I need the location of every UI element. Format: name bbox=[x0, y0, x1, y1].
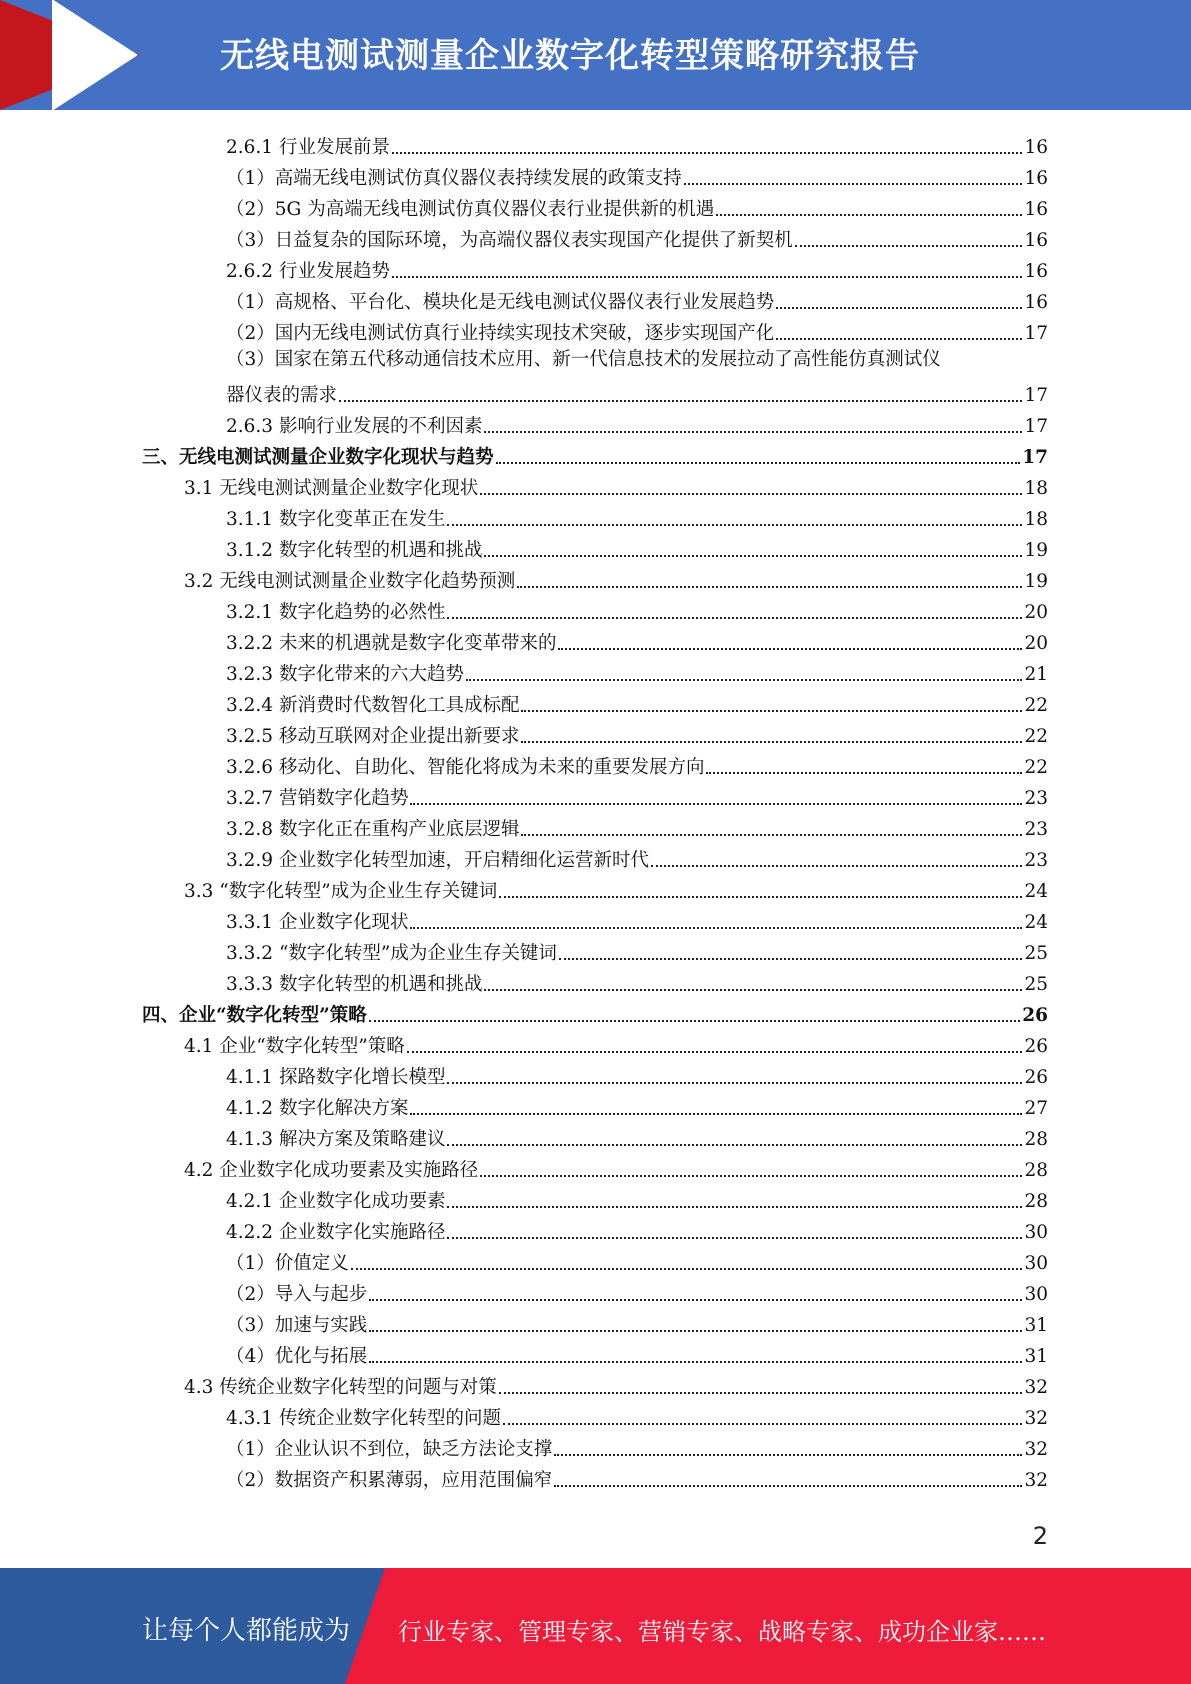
toc-entry-text: （2）导入与起步 bbox=[226, 1284, 368, 1305]
toc-entry-text: 2.6.1 行业发展前景 bbox=[226, 137, 390, 158]
toc-entry-text: （1）企业认识不到位，缺乏方法论支撑 bbox=[226, 1439, 553, 1460]
toc-entry-text: 2.6.2 行业发展趋势 bbox=[226, 261, 390, 282]
toc-leader-dots bbox=[521, 710, 1022, 712]
toc-leader-dots bbox=[410, 803, 1022, 805]
toc-entry-text: 3.2.6 移动化、自助化、智能化将成为未来的重要发展方向 bbox=[226, 757, 705, 778]
toc-leader-dots bbox=[407, 1051, 1023, 1053]
toc-entry[interactable] bbox=[226, 221, 1048, 252]
toc-chapter-entry[interactable] bbox=[142, 438, 1048, 469]
toc-entry[interactable] bbox=[226, 1461, 1048, 1492]
toc-leader-dots bbox=[684, 183, 1023, 185]
toc-entry-text: 4.2.1 企业数字化成功要素 bbox=[226, 1191, 446, 1212]
toc-leader-dots bbox=[466, 679, 1022, 681]
toc-entry-text: 4.1.1 探路数字化增长模型 bbox=[226, 1067, 446, 1088]
toc-page-number: 30 bbox=[1024, 1253, 1048, 1274]
toc-leader-dots bbox=[517, 586, 1022, 588]
toc-entry[interactable] bbox=[226, 1213, 1048, 1244]
toc-leader-dots bbox=[447, 1206, 1022, 1208]
toc-leader-dots bbox=[447, 1237, 1022, 1239]
toc-entry-text: 3.3 “数字化转型”成为企业生存关键词 bbox=[184, 881, 498, 902]
toc-entry-text: （3）日益复杂的国际环境，为高端仪器仪表实现国产化提供了新契机 bbox=[226, 230, 793, 251]
toc-entry-text: （3）加速与实践 bbox=[226, 1315, 368, 1336]
toc-page-number: 31 bbox=[1024, 1346, 1048, 1367]
toc-leader-dots bbox=[369, 1361, 1022, 1363]
toc-entry-text: （1）高端无线电测试仿真仪器仪表持续发展的政策支持 bbox=[226, 168, 682, 189]
toc-leader-dots bbox=[521, 834, 1022, 836]
toc-entry[interactable] bbox=[226, 934, 1048, 965]
toc-entry-text: 3.2.4 新消费时代数智化工具成标配 bbox=[226, 695, 520, 716]
toc-entry[interactable] bbox=[226, 779, 1048, 810]
toc-leader-dots bbox=[484, 555, 1022, 557]
toc-entry[interactable] bbox=[226, 1337, 1048, 1368]
toc-chapter-entry[interactable] bbox=[142, 996, 1048, 1027]
toc-entry-text: 4.3.1 传统企业数字化转型的问题 bbox=[226, 1408, 501, 1429]
toc-entry[interactable] bbox=[226, 531, 1048, 562]
toc-page-number: 16 bbox=[1024, 261, 1048, 282]
toc-page-number: 28 bbox=[1024, 1129, 1048, 1150]
toc-leader-dots bbox=[392, 276, 1022, 278]
toc-entry[interactable] bbox=[226, 1120, 1048, 1151]
toc-entry-text: 3.3.3 数字化转型的机遇和挑战 bbox=[226, 974, 483, 995]
toc-page-number: 16 bbox=[1024, 137, 1048, 158]
toc-entry-text: （1）高规格、平台化、模块化是无线电测试仪器仪表行业发展趋势 bbox=[226, 292, 775, 313]
toc-leader-dots bbox=[503, 1423, 1022, 1425]
toc-page-number: 18 bbox=[1024, 509, 1048, 530]
toc-entry[interactable] bbox=[226, 686, 1048, 717]
toc-entry-text: 3.2.9 企业数字化转型加速，开启精细化运营新时代 bbox=[226, 850, 649, 871]
toc-leader-dots bbox=[484, 431, 1022, 433]
toc-page-number: 25 bbox=[1024, 943, 1048, 964]
toc-entry-text: （4）优化与拓展 bbox=[226, 1346, 368, 1367]
toc-entry-text: （2）5G 为高端无线电测试仿真仪器仪表行业提供新的机遇 bbox=[226, 199, 715, 220]
toc-entry-text: 4.2.2 企业数字化实施路径 bbox=[226, 1222, 446, 1243]
toc-entry[interactable] bbox=[226, 1089, 1048, 1120]
toc-leader-dots bbox=[447, 524, 1022, 526]
toc-page-number: 28 bbox=[1024, 1160, 1048, 1181]
toc-leader-dots bbox=[496, 462, 1021, 464]
toc-page-number: 23 bbox=[1024, 819, 1048, 840]
toc-page-number: 17 bbox=[1024, 323, 1048, 344]
toc-page-number: 22 bbox=[1024, 695, 1048, 716]
toc-page-number: 19 bbox=[1024, 571, 1048, 592]
toc-page-number: 28 bbox=[1024, 1191, 1048, 1212]
toc-page-number: 30 bbox=[1024, 1222, 1048, 1243]
toc-entry[interactable] bbox=[226, 128, 1048, 159]
toc-entry[interactable] bbox=[226, 1244, 1048, 1275]
toc-page-number: 26 bbox=[1024, 1036, 1048, 1057]
toc-page-number: 20 bbox=[1024, 602, 1048, 623]
header-white-chevron-gap bbox=[52, 0, 138, 110]
toc-entry[interactable] bbox=[226, 1430, 1048, 1461]
toc-entry-text: 四、企业“数字化转型”策略 bbox=[142, 1005, 367, 1026]
footer-slogan-left: 让每个人都能成为 bbox=[142, 1616, 351, 1646]
toc-entry-text: 2.6.3 影响行业发展的不利因素 bbox=[226, 416, 483, 437]
toc-leader-dots bbox=[651, 865, 1022, 867]
toc-leader-dots bbox=[559, 958, 1023, 960]
toc-leader-dots bbox=[480, 493, 1022, 495]
toc-page-number: 25 bbox=[1024, 974, 1048, 995]
toc-page-number: 23 bbox=[1024, 788, 1048, 809]
toc-entry[interactable] bbox=[226, 624, 1048, 655]
toc-entry-text: （2）国内无线电测试仿真行业持续实现技术突破，逐步实现国产化 bbox=[226, 323, 775, 344]
toc-page-number: 32 bbox=[1024, 1470, 1048, 1491]
toc-leader-dots bbox=[480, 1175, 1022, 1177]
toc-page-number: 32 bbox=[1024, 1377, 1048, 1398]
toc-page-number: 17 bbox=[1024, 385, 1048, 406]
toc-entry-text: 3.3.1 企业数字化现状 bbox=[226, 912, 409, 933]
toc-page-number: 26 bbox=[1022, 1005, 1048, 1026]
toc-entry[interactable] bbox=[226, 965, 1048, 996]
toc-leader-dots bbox=[716, 214, 1022, 216]
toc-entry-text: 3.2.1 数字化趋势的必然性 bbox=[226, 602, 446, 623]
toc-page-number: 32 bbox=[1024, 1408, 1048, 1429]
toc-entry[interactable] bbox=[184, 1151, 1048, 1182]
toc-entry[interactable] bbox=[184, 1027, 1048, 1058]
toc-entry[interactable] bbox=[226, 841, 1048, 872]
toc-page-number: 22 bbox=[1024, 757, 1048, 778]
toc-entry-text: （2）数据资产积累薄弱，应用范围偏窄 bbox=[226, 1470, 553, 1491]
toc-leader-dots bbox=[369, 1020, 1020, 1022]
toc-entry[interactable] bbox=[226, 252, 1048, 283]
toc-leader-dots bbox=[447, 1082, 1022, 1084]
toc-entry[interactable] bbox=[226, 1275, 1048, 1306]
toc-page-number: 20 bbox=[1024, 633, 1048, 654]
toc-entry-text: 三、无线电测试测量企业数字化现状与趋势 bbox=[142, 447, 494, 468]
toc-entry[interactable] bbox=[184, 1368, 1048, 1399]
toc-entry[interactable] bbox=[226, 283, 1048, 314]
footer-blue-slant bbox=[345, 1568, 385, 1684]
toc-entry-text: 4.3 传统企业数字化转型的问题与对策 bbox=[184, 1377, 497, 1398]
toc-entry-text: 3.3.2 “数字化转型”成为企业生存关键词 bbox=[226, 943, 557, 964]
toc-entry-text: 3.2 无线电测试测量企业数字化趋势预测 bbox=[184, 571, 516, 592]
toc-page-number: 31 bbox=[1024, 1315, 1048, 1336]
toc-leader-dots bbox=[499, 896, 1022, 898]
toc-entry[interactable] bbox=[226, 159, 1048, 190]
toc-leader-dots bbox=[558, 648, 1022, 650]
toc-leader-dots bbox=[392, 152, 1022, 154]
toc-entry[interactable] bbox=[226, 717, 1048, 748]
toc-page-number: 16 bbox=[1024, 199, 1048, 220]
toc-entry-text: 4.1.3 解决方案及策略建议 bbox=[226, 1129, 446, 1150]
toc-leader-dots bbox=[776, 338, 1022, 340]
toc-entry-text: （1）价值定义 bbox=[226, 1253, 349, 1274]
toc-leader-dots bbox=[776, 307, 1022, 309]
toc-page-number: 17 bbox=[1022, 447, 1048, 468]
toc-entry[interactable] bbox=[184, 469, 1048, 500]
toc-leader-dots bbox=[554, 1485, 1022, 1487]
toc-entry-text: 3.2.3 数字化带来的六大趋势 bbox=[226, 664, 464, 685]
toc-leader-dots bbox=[447, 617, 1022, 619]
toc-page-number: 16 bbox=[1024, 230, 1048, 251]
toc-page-number: 17 bbox=[1024, 416, 1048, 437]
toc-page-number: 30 bbox=[1024, 1284, 1048, 1305]
toc-entry[interactable] bbox=[226, 1399, 1048, 1430]
toc-leader-dots bbox=[484, 989, 1022, 991]
toc-entry-text-line1: （3）国家在第五代移动通信技术应用、新一代信息技术的发展拉动了高性能仿真测试仪 bbox=[226, 349, 941, 370]
toc-entry-text: 3.2.5 移动互联网对企业提出新要求 bbox=[226, 726, 520, 747]
toc-page-number: 16 bbox=[1024, 292, 1048, 313]
toc-entry[interactable] bbox=[226, 1306, 1048, 1337]
toc-page-number: 23 bbox=[1024, 850, 1048, 871]
toc-leader-dots bbox=[706, 772, 1022, 774]
toc-leader-dots bbox=[369, 1299, 1022, 1301]
toc-leader-dots bbox=[369, 1330, 1022, 1332]
document-title: 无线电测试测量企业数字化转型策略研究报告 bbox=[220, 36, 920, 76]
toc-entry[interactable] bbox=[226, 593, 1048, 624]
toc-leader-dots bbox=[339, 400, 1022, 402]
toc-entry[interactable] bbox=[226, 500, 1048, 531]
toc-entry-text: 3.2.7 营销数字化趋势 bbox=[226, 788, 409, 809]
toc-page-number: 19 bbox=[1024, 540, 1048, 561]
toc-entry-text: 4.1.2 数字化解决方案 bbox=[226, 1098, 409, 1119]
toc-page-number: 26 bbox=[1024, 1067, 1048, 1088]
toc-page-number: 24 bbox=[1024, 881, 1048, 902]
toc-entry-text: 3.1 无线电测试测量企业数字化现状 bbox=[184, 478, 479, 499]
page-number: 2 bbox=[1032, 1522, 1048, 1550]
footer-slogan-right: 行业专家、管理专家、营销专家、战略专家、成功企业家…… bbox=[398, 1618, 1046, 1646]
toc-entry-text: 3.1.1 数字化变革正在发生 bbox=[226, 509, 446, 530]
toc-entry-text: 4.2 企业数字化成功要素及实施路径 bbox=[184, 1160, 479, 1181]
toc-entry[interactable] bbox=[184, 562, 1048, 593]
toc-entry-text: 3.2.8 数字化正在重构产业底层逻辑 bbox=[226, 819, 520, 840]
toc-leader-dots bbox=[410, 1113, 1022, 1115]
toc-page-number: 21 bbox=[1024, 664, 1048, 685]
toc-entry[interactable] bbox=[226, 748, 1048, 779]
toc-entry[interactable] bbox=[226, 1058, 1048, 1089]
toc-leader-dots bbox=[795, 245, 1023, 247]
toc-entry[interactable] bbox=[226, 190, 1048, 221]
toc-entry-text: 4.1 企业“数字化转型”策略 bbox=[184, 1036, 405, 1057]
toc-entry[interactable] bbox=[226, 1182, 1048, 1213]
toc-leader-dots bbox=[410, 927, 1022, 929]
page-footer bbox=[0, 1568, 1191, 1684]
page-header bbox=[0, 0, 1191, 110]
toc-leader-dots bbox=[447, 1144, 1022, 1146]
toc-page-number: 18 bbox=[1024, 478, 1048, 499]
toc-page-number: 27 bbox=[1024, 1098, 1048, 1119]
toc-leader-dots bbox=[499, 1392, 1023, 1394]
toc-entry[interactable] bbox=[226, 903, 1048, 934]
toc-entry[interactable] bbox=[226, 810, 1048, 841]
toc-entry[interactable] bbox=[226, 314, 1048, 345]
toc-leader-dots bbox=[554, 1454, 1022, 1456]
toc-entry[interactable] bbox=[226, 655, 1048, 686]
toc-entry[interactable] bbox=[226, 407, 1048, 438]
toc-entry[interactable] bbox=[226, 376, 1048, 407]
toc-entry-text: 器仪表的需求 bbox=[226, 385, 338, 406]
toc-leader-dots bbox=[351, 1268, 1023, 1270]
toc-page-number: 16 bbox=[1024, 168, 1048, 189]
toc-entry-text: 3.1.2 数字化转型的机遇和挑战 bbox=[226, 540, 483, 561]
toc-leader-dots bbox=[521, 741, 1022, 743]
toc-page-number: 24 bbox=[1024, 912, 1048, 933]
toc-entry-text: 3.2.2 未来的机遇就是数字化变革带来的 bbox=[226, 633, 557, 654]
toc-page-number: 32 bbox=[1024, 1439, 1048, 1460]
toc-page-number: 22 bbox=[1024, 726, 1048, 747]
toc-entry[interactable] bbox=[184, 872, 1048, 903]
